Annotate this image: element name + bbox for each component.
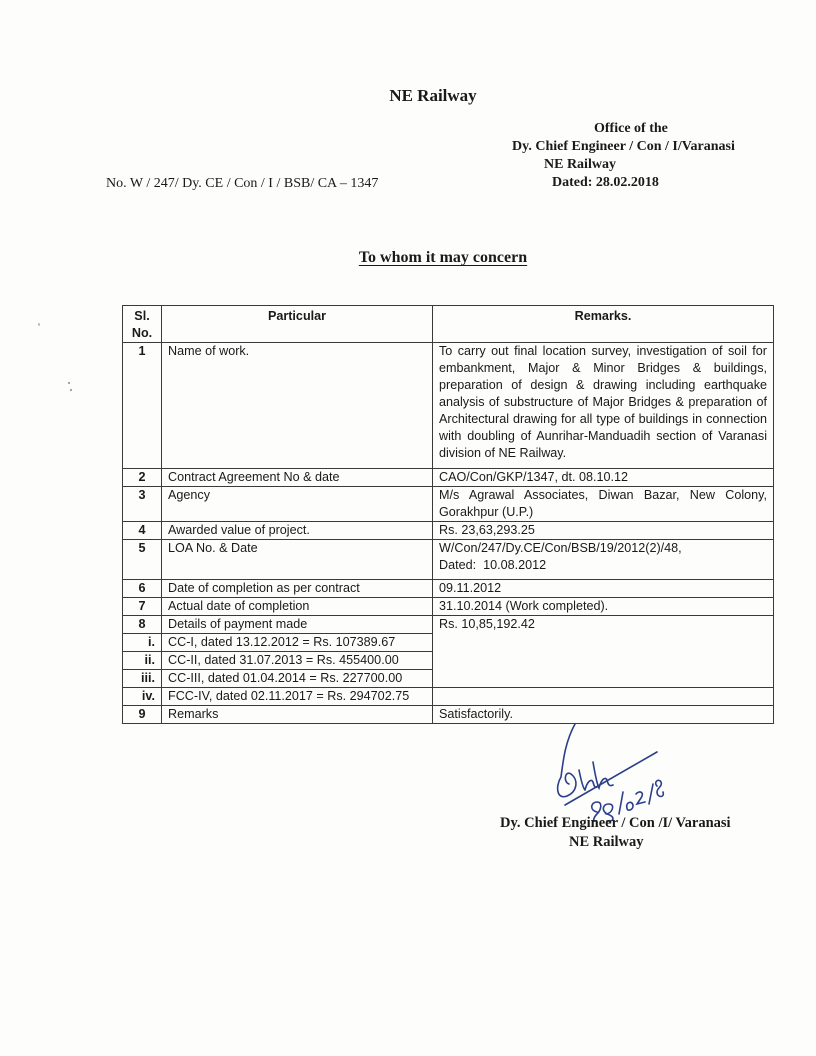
office-line-1: Office of the	[594, 121, 668, 136]
row-sl: 3	[123, 487, 162, 522]
column-header-particular: Particular	[162, 306, 433, 343]
loa-date: Dated: 10.08.2012	[439, 558, 547, 572]
table-row	[123, 598, 774, 616]
row-sl: 5	[123, 540, 162, 580]
row-sl: 9	[123, 706, 162, 724]
row-sl: 6	[123, 580, 162, 598]
sl-header-line2: No.	[131, 326, 153, 340]
row-remarks	[433, 688, 774, 706]
row-remarks: 09.11.2012	[433, 580, 774, 598]
row-sl: iii.	[123, 670, 162, 688]
office-address-block	[512, 120, 735, 192]
certificate-table	[122, 305, 774, 724]
row-particular: Contract Agreement No & date	[162, 469, 433, 487]
table-row	[123, 343, 774, 469]
table-row	[123, 540, 774, 580]
column-header-remarks: Remarks.	[433, 306, 774, 343]
row-particular: CC-III, dated 01.04.2014 = Rs. 227700.00	[162, 670, 433, 688]
row-sl: ii.	[123, 652, 162, 670]
row-remarks: Rs. 23,63,293.25	[433, 522, 774, 540]
loa-number: W/Con/247/Dy.CE/Con/BSB/19/2012(2)/48,	[439, 541, 682, 555]
scan-speck	[38, 323, 40, 326]
table-row	[123, 522, 774, 540]
table-row	[123, 469, 774, 487]
signatory-block	[500, 814, 731, 852]
row-remarks: CAO/Con/GKP/1347, dt. 08.10.12	[433, 469, 774, 487]
row-particular: Awarded value of project.	[162, 522, 433, 540]
row-remarks: To carry out final location survey, investigation of soil for embankment, Major & Minor Bridges & buildings, preparation of design & drawing including earthquake analysis of substructure of Major Bridges & preparation of Architectural drawing for all type of buildings in connection with doubling of Aunrihar-Manduadih section of Varanasi division of NE Railway.	[433, 343, 774, 469]
office-line-2: Dy. Chief Engineer / Con / I/Varanasi	[512, 139, 735, 154]
column-header-sl-no	[123, 306, 162, 343]
organization-title: NE Railway	[389, 86, 477, 105]
row-remarks	[433, 540, 774, 580]
row-particular: LOA No. & Date	[162, 540, 433, 580]
reference-number: No. W / 247/ Dy. CE / Con / I / BSB/ CA – 1347	[106, 176, 379, 191]
row-sl: 1	[123, 343, 162, 469]
table-header-row	[123, 306, 774, 343]
signatory-organization: NE Railway	[569, 834, 644, 850]
sl-header-line1: Sl.	[134, 309, 150, 323]
row-particular: Agency	[162, 487, 433, 522]
row-particular: FCC-IV, dated 02.11.2017 = Rs. 294702.75	[162, 688, 433, 706]
subject-heading	[0, 249, 816, 267]
row-particular: CC-II, dated 31.07.2013 = Rs. 455400.00	[162, 652, 433, 670]
row-particular: Date of completion as per contract	[162, 580, 433, 598]
row-sl: i.	[123, 634, 162, 652]
total-payment-amount: Rs. 10,85,192.42	[433, 616, 774, 688]
row-remarks: 31.10.2014 (Work completed).	[433, 598, 774, 616]
document-date: Dated: 28.02.2018	[552, 175, 659, 190]
row-sl: iv.	[123, 688, 162, 706]
table-row	[123, 688, 774, 706]
row-sl: 7	[123, 598, 162, 616]
subject-text: To whom it may concern	[358, 249, 528, 266]
row-sl: 8	[123, 616, 162, 634]
row-particular: Remarks	[162, 706, 433, 724]
scan-speck	[70, 389, 72, 391]
table-row	[123, 616, 774, 634]
office-line-3: NE Railway	[544, 157, 616, 172]
signatory-designation: Dy. Chief Engineer / Con /I/ Varanasi	[500, 815, 731, 831]
row-remarks: M/s Agrawal Associates, Diwan Bazar, New Colony, Gorakhpur (U.P.)	[433, 487, 774, 522]
row-particular: Actual date of completion	[162, 598, 433, 616]
table-row	[123, 706, 774, 724]
row-particular: CC-I, dated 13.12.2012 = Rs. 107389.67	[162, 634, 433, 652]
row-particular: Name of work.	[162, 343, 433, 469]
scan-speck	[68, 382, 70, 384]
row-remarks: Satisfactorily.	[433, 706, 774, 724]
table-row	[123, 580, 774, 598]
row-sl: 4	[123, 522, 162, 540]
table-row	[123, 487, 774, 522]
row-sl: 2	[123, 469, 162, 487]
row-particular: Details of payment made	[162, 616, 433, 634]
handwritten-signature-icon	[535, 722, 685, 822]
